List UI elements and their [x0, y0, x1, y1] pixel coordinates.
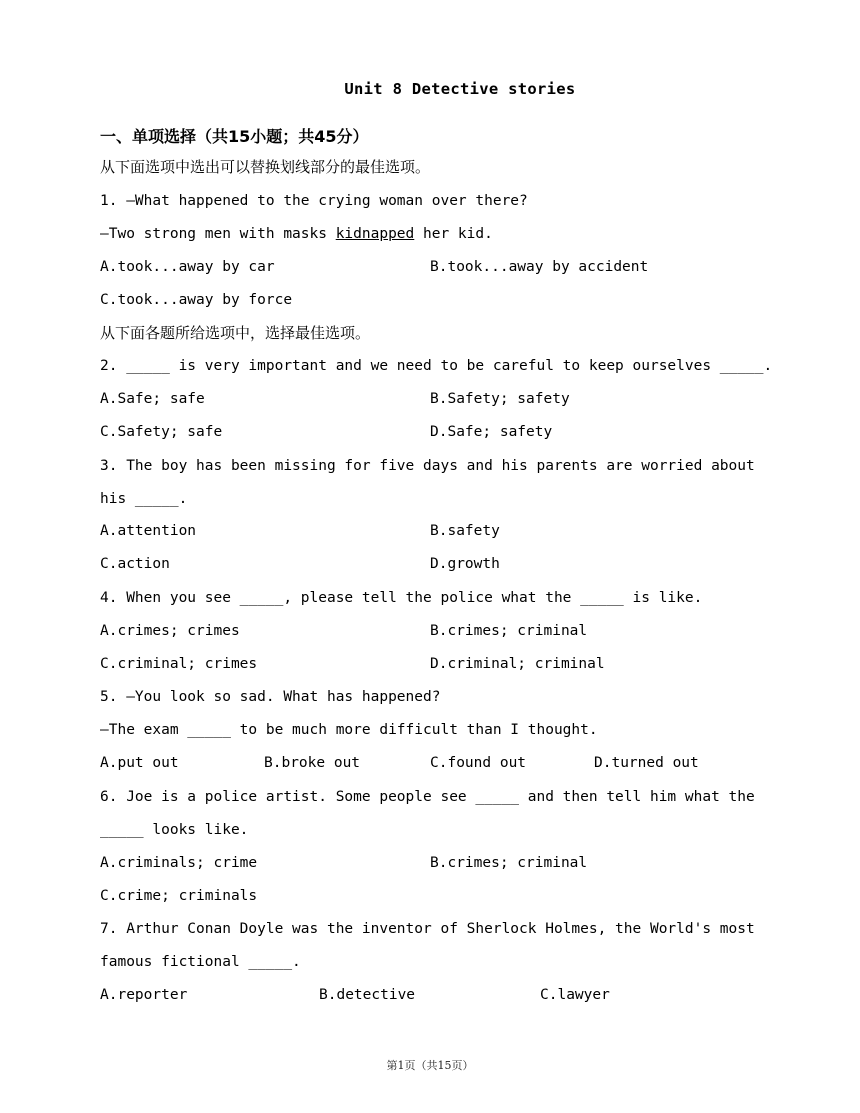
- question-3-option-b: B.safety: [430, 523, 500, 539]
- instruction-choose-best: 从下面各题所给选项中，选择最佳选项。: [100, 324, 371, 342]
- question-6-stem-cont: _____ looks like.: [100, 822, 249, 838]
- question-5-dialogue: —The exam _____ to be much more difficult than I thought.: [100, 722, 598, 738]
- question-5-option-b: B.broke out: [264, 755, 361, 771]
- question-6-option-c: C.crime; criminals: [100, 888, 258, 904]
- question-4-option-d: D.criminal; criminal: [430, 656, 605, 672]
- question-7-stem: 7. Arthur Conan Doyle was the inventor of Sherlock Holmes, the World's most: [100, 921, 755, 937]
- instruction-replace-underlined: 从下面选项中选出可以替换划线部分的最佳选项。: [100, 158, 431, 176]
- question-1-option-a: A.took...away by car: [100, 259, 275, 275]
- question-2-stem: 2. _____ is very important and we need to be careful to keep ourselves _____.: [100, 358, 773, 374]
- question-3-option-d: D.growth: [430, 556, 500, 572]
- question-5-stem: 5. —You look so sad. What has happened?: [100, 689, 441, 705]
- question-4-option-b: B.crimes; criminal: [430, 623, 588, 639]
- question-6-option-a: A.criminals; crime: [100, 855, 258, 871]
- question-2-option-d: D.Safe; safety: [430, 424, 553, 440]
- question-5-option-a: A.put out: [100, 755, 179, 771]
- question-4-stem: 4. When you see _____, please tell the police what the _____ is like.: [100, 590, 703, 606]
- question-2-option-c: C.Safety; safe: [100, 424, 223, 440]
- question-7-option-a: A.reporter: [100, 987, 188, 1003]
- question-3-stem: 3. The boy has been missing for five days and his parents are worried about: [100, 458, 755, 474]
- question-1-option-b: B.took...away by accident: [430, 259, 649, 275]
- question-5-option-c: C.found out: [430, 755, 527, 771]
- question-1-dialogue: [100, 224, 493, 244]
- underlined-word: kidnapped: [335, 226, 415, 242]
- question-1-text-post: her kid.: [414, 226, 493, 242]
- question-6-stem: 6. Joe is a police artist. Some people see _____ and then tell him what the: [100, 789, 755, 805]
- question-6-option-b: B.crimes; criminal: [430, 855, 588, 871]
- question-3-option-a: A.attention: [100, 523, 197, 539]
- question-7-option-b: B.detective: [319, 987, 416, 1003]
- question-4-option-a: A.crimes; crimes: [100, 623, 240, 639]
- question-1-stem: 1. —What happened to the crying woman over there?: [100, 193, 528, 209]
- question-2-option-a: A.Safe; safe: [100, 391, 205, 407]
- question-1-option-c: C.took...away by force: [100, 292, 293, 308]
- document-title: Unit 8 Detective stories: [344, 80, 576, 98]
- question-1-text-pre: —Two strong men with masks: [100, 226, 336, 242]
- page-footer: 第1页（共15页）: [386, 1059, 474, 1072]
- question-2-option-b: B.Safety; safety: [430, 391, 570, 407]
- question-4-option-c: C.criminal; crimes: [100, 656, 258, 672]
- question-5-option-d: D.turned out: [594, 755, 699, 771]
- question-7-stem-cont: famous fictional _____.: [100, 954, 301, 970]
- question-3-stem-cont: his _____.: [100, 491, 188, 507]
- question-3-option-c: C.action: [100, 556, 170, 572]
- question-7-option-c: C.lawyer: [540, 987, 610, 1003]
- section-heading: 一、单项选择（共15小题；共45分）: [100, 127, 369, 146]
